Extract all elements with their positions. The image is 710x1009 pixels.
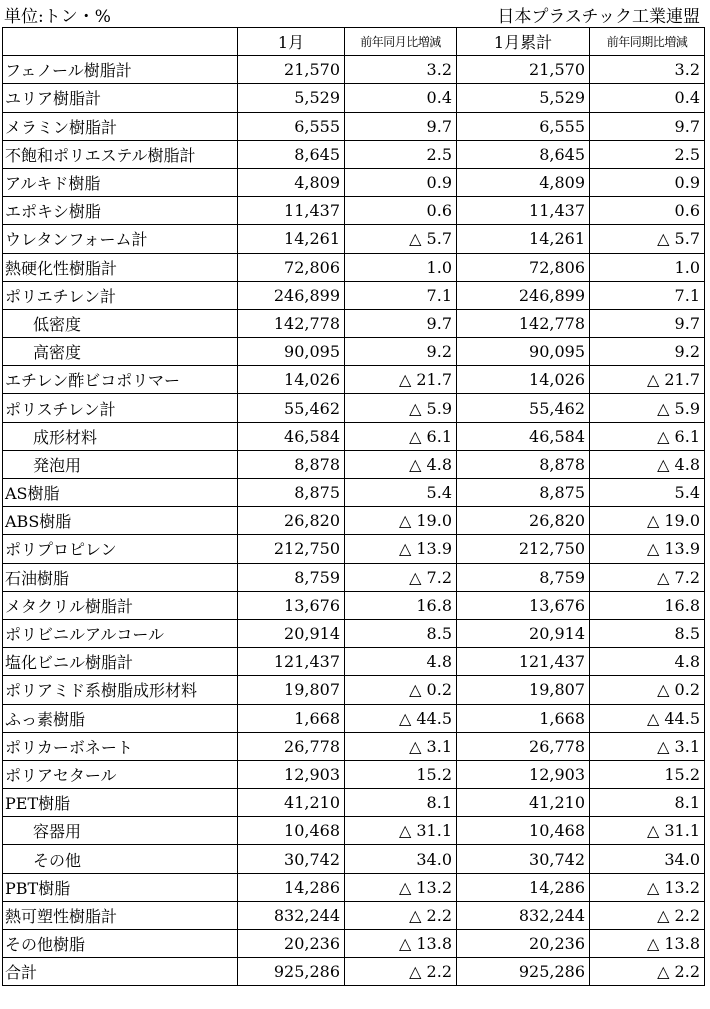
yoy-period-cell: 0.6 (590, 197, 705, 225)
yoy-period-cell: 8.5 (590, 619, 705, 647)
cumulative-value-cell: 8,759 (457, 563, 590, 591)
yoy-period-cell: 0.9 (590, 168, 705, 196)
month-value-cell: 21,570 (238, 56, 345, 84)
yoy-period-cell: 8.1 (590, 789, 705, 817)
table-row (3, 845, 705, 873)
yoy-month-cell: 3.2 (345, 56, 457, 84)
report-header (0, 0, 704, 28)
cumulative-value-cell: 55,462 (457, 394, 590, 422)
yoy-period-cell: △ 2.2 (590, 901, 705, 929)
month-value-cell: 8,875 (238, 479, 345, 507)
resin-name-cell: その他 (3, 845, 238, 873)
resin-name-cell: 成形材料 (3, 422, 238, 450)
cumulative-value-cell: 925,286 (457, 958, 590, 986)
cumulative-value-cell: 142,778 (457, 309, 590, 337)
yoy-period-cell: 3.2 (590, 56, 705, 84)
yoy-period-cell: 5.4 (590, 479, 705, 507)
cumulative-value-cell: 11,437 (457, 197, 590, 225)
table-row (3, 619, 705, 647)
table-row (3, 56, 705, 84)
resin-name-cell: ポリカーボネート (3, 732, 238, 760)
month-value-cell: 4,809 (238, 168, 345, 196)
yoy-period-cell: △ 13.8 (590, 930, 705, 958)
resin-name-cell: ポリスチレン計 (3, 394, 238, 422)
yoy-month-cell: 15.2 (345, 760, 457, 788)
yoy-period-cell: △ 6.1 (590, 422, 705, 450)
month-value-cell: 19,807 (238, 676, 345, 704)
yoy-period-cell: △ 13.2 (590, 873, 705, 901)
table-row (3, 535, 705, 563)
month-value-cell: 26,820 (238, 507, 345, 535)
yoy-month-cell: 8.1 (345, 789, 457, 817)
month-value-cell: 72,806 (238, 253, 345, 281)
month-value-cell: 5,529 (238, 84, 345, 112)
month-value-cell: 90,095 (238, 338, 345, 366)
yoy-month-cell: 16.8 (345, 591, 457, 619)
yoy-month-cell: △ 6.1 (345, 422, 457, 450)
month-value-cell: 246,899 (238, 281, 345, 309)
yoy-month-cell: △ 0.2 (345, 676, 457, 704)
cumulative-value-cell: 26,820 (457, 507, 590, 535)
resin-name-cell: フェノール樹脂計 (3, 56, 238, 84)
resin-name-cell: メタクリル樹脂計 (3, 591, 238, 619)
month-value-cell: 925,286 (238, 958, 345, 986)
table-row (3, 197, 705, 225)
table-row (3, 450, 705, 478)
yoy-month-cell: 0.6 (345, 197, 457, 225)
yoy-period-cell: 0.4 (590, 84, 705, 112)
table-row (3, 563, 705, 591)
resin-name-cell: AS樹脂 (3, 479, 238, 507)
cumulative-value-cell: 41,210 (457, 789, 590, 817)
yoy-month-cell: 9.7 (345, 309, 457, 337)
cumulative-value-cell: 14,261 (457, 225, 590, 253)
resin-name-cell: メラミン樹脂計 (3, 112, 238, 140)
cumulative-value-cell: 21,570 (457, 56, 590, 84)
resin-name-cell: ポリアセタール (3, 760, 238, 788)
month-value-cell: 832,244 (238, 901, 345, 929)
month-value-cell: 8,759 (238, 563, 345, 591)
yoy-period-cell: 16.8 (590, 591, 705, 619)
yoy-period-cell: △ 7.2 (590, 563, 705, 591)
yoy-period-cell: △ 21.7 (590, 366, 705, 394)
cumulative-value-cell: 8,875 (457, 479, 590, 507)
resin-name-cell: ABS樹脂 (3, 507, 238, 535)
month-value-cell: 12,903 (238, 760, 345, 788)
cumulative-value-cell: 14,026 (457, 366, 590, 394)
table-row (3, 338, 705, 366)
month-value-cell: 212,750 (238, 535, 345, 563)
table-row (3, 732, 705, 760)
yoy-month-cell: 7.1 (345, 281, 457, 309)
table-header-row (3, 28, 705, 56)
yoy-month-cell: △ 4.8 (345, 450, 457, 478)
cumulative-value-cell: 26,778 (457, 732, 590, 760)
resin-name-cell: その他樹脂 (3, 930, 238, 958)
yoy-period-cell: △ 13.9 (590, 535, 705, 563)
unit-label: 単位:トン・% (4, 7, 111, 27)
production-table (2, 27, 705, 986)
cumulative-value-cell: 20,236 (457, 930, 590, 958)
yoy-month-cell: △ 13.8 (345, 930, 457, 958)
yoy-month-cell: 0.4 (345, 84, 457, 112)
month-value-cell: 1,668 (238, 704, 345, 732)
cumulative-value-cell: 19,807 (457, 676, 590, 704)
month-value-cell: 8,878 (238, 450, 345, 478)
month-value-cell: 8,645 (238, 140, 345, 168)
table-row (3, 112, 705, 140)
yoy-period-cell: 15.2 (590, 760, 705, 788)
yoy-period-cell: △ 4.8 (590, 450, 705, 478)
yoy-period-cell: 7.1 (590, 281, 705, 309)
yoy-month-cell: 0.9 (345, 168, 457, 196)
month-value-cell: 142,778 (238, 309, 345, 337)
month-value-cell: 20,236 (238, 930, 345, 958)
cumulative-value-cell: 46,584 (457, 422, 590, 450)
yoy-period-cell: 1.0 (590, 253, 705, 281)
cumulative-value-cell: 1,668 (457, 704, 590, 732)
table-row (3, 676, 705, 704)
resin-name-cell: PET樹脂 (3, 789, 238, 817)
cumulative-value-cell: 832,244 (457, 901, 590, 929)
table-row (3, 479, 705, 507)
resin-name-cell: エチレン酢ビコポリマー (3, 366, 238, 394)
resin-name-cell: 発泡用 (3, 450, 238, 478)
table-row (3, 422, 705, 450)
table-row (3, 930, 705, 958)
table-row (3, 394, 705, 422)
table-row (3, 760, 705, 788)
cumulative-value-cell: 10,468 (457, 817, 590, 845)
yoy-month-cell: △ 13.2 (345, 873, 457, 901)
resin-name-cell: 合計 (3, 958, 238, 986)
yoy-month-cell: △ 3.1 (345, 732, 457, 760)
table-row (3, 366, 705, 394)
yoy-month-cell: 9.2 (345, 338, 457, 366)
month-value-cell: 10,468 (238, 817, 345, 845)
table-row (3, 591, 705, 619)
cumulative-value-cell: 20,914 (457, 619, 590, 647)
yoy-period-cell: 4.8 (590, 648, 705, 676)
resin-name-cell: ポリエチレン計 (3, 281, 238, 309)
table-row (3, 84, 705, 112)
cumulative-value-cell: 121,437 (457, 648, 590, 676)
resin-name-cell: ポリビニルアルコール (3, 619, 238, 647)
yoy-month-cell: 2.5 (345, 140, 457, 168)
table-row (3, 309, 705, 337)
yoy-month-cell: △ 21.7 (345, 366, 457, 394)
resin-name-cell: 石油樹脂 (3, 563, 238, 591)
table-row (3, 817, 705, 845)
cumulative-value-cell: 30,742 (457, 845, 590, 873)
resin-name-cell: ポリプロピレン (3, 535, 238, 563)
yoy-period-cell: 34.0 (590, 845, 705, 873)
yoy-period-cell: 9.2 (590, 338, 705, 366)
month-value-cell: 26,778 (238, 732, 345, 760)
yoy-period-cell: △ 19.0 (590, 507, 705, 535)
month-value-cell: 11,437 (238, 197, 345, 225)
yoy-month-cell: 5.4 (345, 479, 457, 507)
month-value-cell: 55,462 (238, 394, 345, 422)
resin-name-cell: 不飽和ポリエステル樹脂計 (3, 140, 238, 168)
yoy-month-cell: 34.0 (345, 845, 457, 873)
resin-name-cell: PBT樹脂 (3, 873, 238, 901)
resin-name-cell: ユリア樹脂計 (3, 84, 238, 112)
column-header-yoy-month: 前年同月比増減 (345, 28, 457, 56)
cumulative-value-cell: 13,676 (457, 591, 590, 619)
cumulative-value-cell: 6,555 (457, 112, 590, 140)
cumulative-value-cell: 5,529 (457, 84, 590, 112)
table-row (3, 873, 705, 901)
yoy-month-cell: △ 5.9 (345, 394, 457, 422)
yoy-month-cell: △ 19.0 (345, 507, 457, 535)
table-row (3, 507, 705, 535)
table-row (3, 225, 705, 253)
cumulative-value-cell: 4,809 (457, 168, 590, 196)
column-header-yoy-period: 前年同期比増減 (590, 28, 705, 56)
month-value-cell: 41,210 (238, 789, 345, 817)
yoy-month-cell: 1.0 (345, 253, 457, 281)
table-row (3, 281, 705, 309)
yoy-period-cell: △ 5.9 (590, 394, 705, 422)
table-row (3, 789, 705, 817)
yoy-period-cell: △ 0.2 (590, 676, 705, 704)
cumulative-value-cell: 212,750 (457, 535, 590, 563)
resin-name-cell: ウレタンフォーム計 (3, 225, 238, 253)
resin-name-cell: エポキシ樹脂 (3, 197, 238, 225)
yoy-month-cell: △ 2.2 (345, 901, 457, 929)
resin-name-cell: ポリアミド系樹脂成形材料 (3, 676, 238, 704)
table-row (3, 958, 705, 986)
column-header-name (3, 28, 238, 56)
yoy-period-cell: 2.5 (590, 140, 705, 168)
yoy-month-cell: △ 13.9 (345, 535, 457, 563)
yoy-month-cell: 9.7 (345, 112, 457, 140)
column-header-cumulative: 1月累計 (457, 28, 590, 56)
yoy-month-cell: △ 31.1 (345, 817, 457, 845)
yoy-period-cell: △ 2.2 (590, 958, 705, 986)
table-row (3, 168, 705, 196)
cumulative-value-cell: 8,645 (457, 140, 590, 168)
month-value-cell: 46,584 (238, 422, 345, 450)
table-row (3, 648, 705, 676)
month-value-cell: 13,676 (238, 591, 345, 619)
column-header-month: 1月 (238, 28, 345, 56)
month-value-cell: 14,026 (238, 366, 345, 394)
resin-name-cell: 低密度 (3, 309, 238, 337)
month-value-cell: 14,286 (238, 873, 345, 901)
cumulative-value-cell: 246,899 (457, 281, 590, 309)
table-row (3, 253, 705, 281)
month-value-cell: 121,437 (238, 648, 345, 676)
resin-name-cell: 熱硬化性樹脂計 (3, 253, 238, 281)
resin-name-cell: 容器用 (3, 817, 238, 845)
yoy-period-cell: △ 31.1 (590, 817, 705, 845)
month-value-cell: 6,555 (238, 112, 345, 140)
source-label: 日本プラスチック工業連盟 (497, 7, 700, 27)
yoy-period-cell: 9.7 (590, 112, 705, 140)
cumulative-value-cell: 14,286 (457, 873, 590, 901)
resin-name-cell: 高密度 (3, 338, 238, 366)
month-value-cell: 20,914 (238, 619, 345, 647)
yoy-period-cell: △ 3.1 (590, 732, 705, 760)
table-row (3, 704, 705, 732)
yoy-period-cell: △ 5.7 (590, 225, 705, 253)
yoy-month-cell: △ 7.2 (345, 563, 457, 591)
yoy-month-cell: △ 44.5 (345, 704, 457, 732)
resin-name-cell: 塩化ビニル樹脂計 (3, 648, 238, 676)
cumulative-value-cell: 12,903 (457, 760, 590, 788)
table-body (3, 56, 705, 986)
table-row (3, 140, 705, 168)
resin-name-cell: アルキド樹脂 (3, 168, 238, 196)
yoy-month-cell: △ 5.7 (345, 225, 457, 253)
yoy-month-cell: △ 2.2 (345, 958, 457, 986)
cumulative-value-cell: 90,095 (457, 338, 590, 366)
yoy-month-cell: 4.8 (345, 648, 457, 676)
yoy-period-cell: △ 44.5 (590, 704, 705, 732)
yoy-period-cell: 9.7 (590, 309, 705, 337)
resin-name-cell: 熱可塑性樹脂計 (3, 901, 238, 929)
table-row (3, 901, 705, 929)
cumulative-value-cell: 8,878 (457, 450, 590, 478)
cumulative-value-cell: 72,806 (457, 253, 590, 281)
month-value-cell: 30,742 (238, 845, 345, 873)
yoy-month-cell: 8.5 (345, 619, 457, 647)
month-value-cell: 14,261 (238, 225, 345, 253)
resin-name-cell: ふっ素樹脂 (3, 704, 238, 732)
